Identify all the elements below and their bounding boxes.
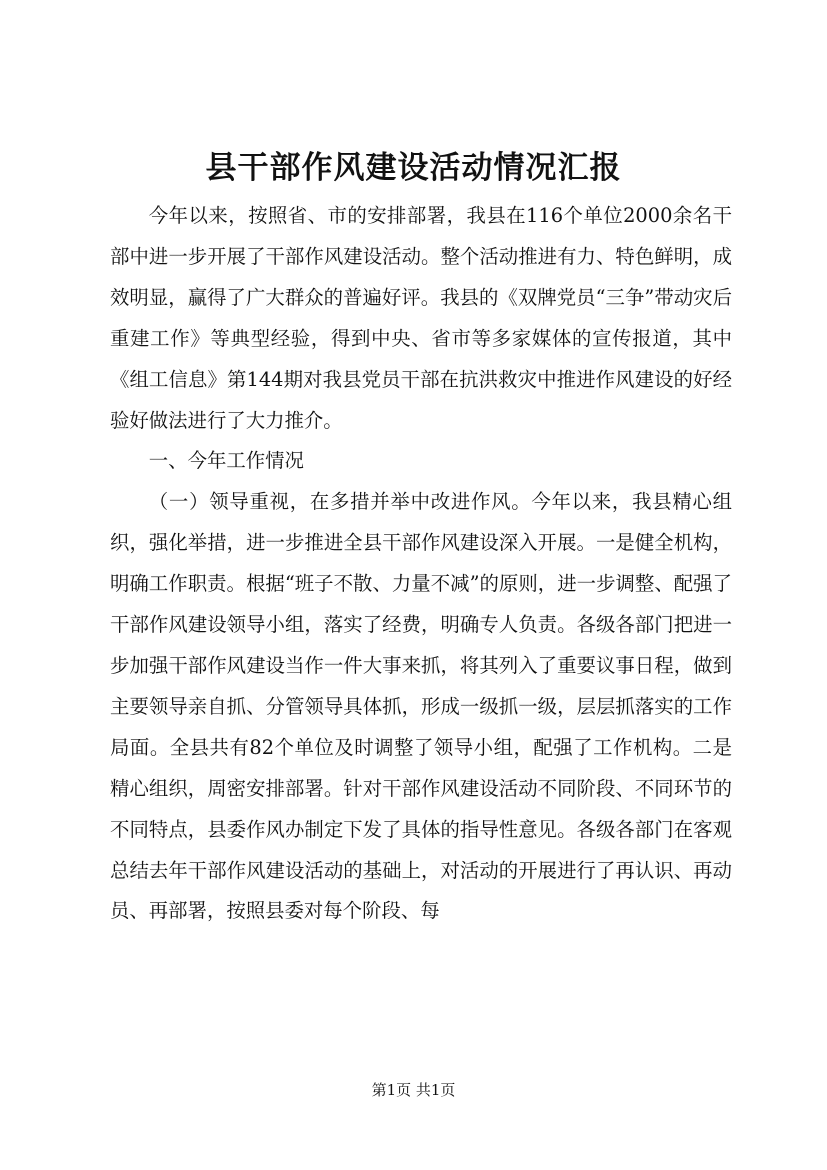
paragraph-intro: 今年以来，按照省、市的安排部署，我县在116个单位2000余名干部中进一步开展了干部作风建设活动。整个活动推进有力、特色鲜明，成效明显，赢得了广大群众的普遍好评。我县的《双牌党员“三争”带动灾后重建工作》等典型经验，得到中央、省市等多家媒体的宣传报道，其中《组工信息》第144期对我县党员干部在抗洪救灾中推进作风建设的好经验好做法进行了大力推介。: [110, 204, 732, 432]
paragraph-leadership: （一）领导重视，在多措并举中改进作风。今年以来，我县精心组织，强化举措，进一步推进全县干部作风建设深入开展。一是健全机构，明确工作职责。根据“班子不散、力量不减”的原则，进一步调整、配强了干部作风建设领导小组，落实了经费，明确专人负责。各级各部门把进一步加强干部作风建设当作一件大事来抓，将其列入了重要议事日程，做到主要领导亲自抓、分管领导具体抓，形成一级抓一级，层层抓落实的工作局面。全县共有82个单位及时调整了领导小组，配强了工作机构。二是精心组织，周密安排部署。针对干部作风建设活动不同阶段、不同环节的不同特点，县委作风办制定下发了具体的指导性意见。各级各部门在客观总结去年干部作风建设活动的基础上，对活动的开展进行了再认识、再动员、再部署，按照县委对每个阶段、每: [110, 490, 732, 923]
document-title: 县干部作风建设活动情况汇报: [205, 150, 622, 186]
page-footer: 第1页 共1页: [371, 1081, 456, 1099]
section-heading: 一、今年工作情况: [148, 449, 304, 473]
document-body: [110, 196, 732, 932]
